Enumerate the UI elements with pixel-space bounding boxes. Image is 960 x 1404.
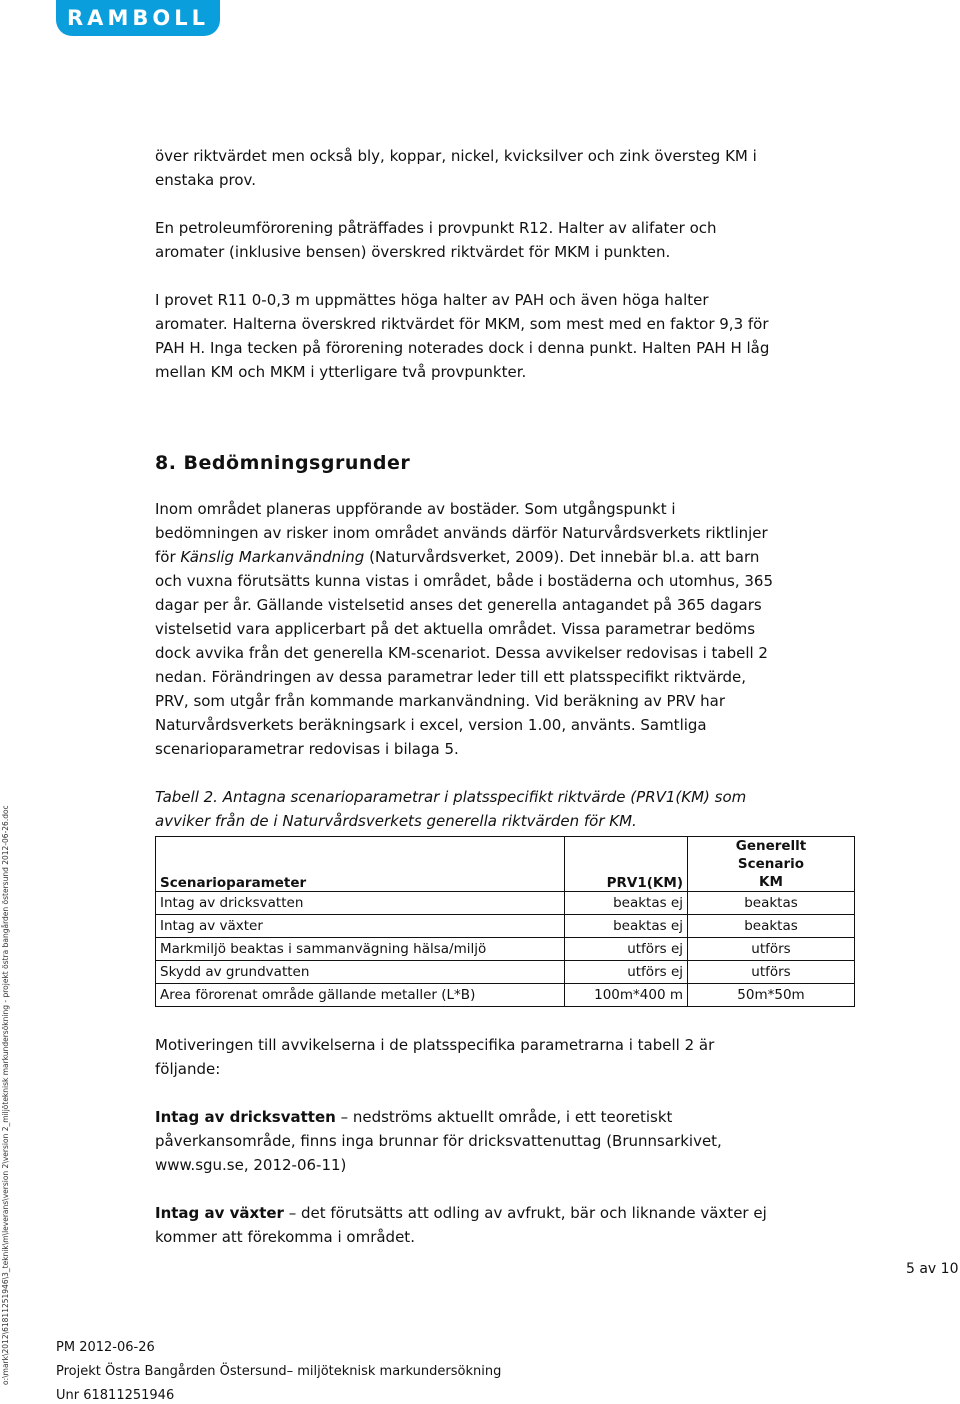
table-header-cell — [688, 837, 855, 892]
table-cell: utförs — [688, 938, 855, 961]
table-header-cell: PRV1(KM) — [565, 837, 688, 892]
paragraph-line: bedömningen av risker inom området används därför Naturvårdsverkets riktlinjer — [155, 524, 768, 542]
table-cell: beaktas ej — [565, 892, 688, 915]
table-cell: Markmiljö beaktas i sammanvägning hälsa/miljö — [156, 938, 565, 961]
paragraph-line: följande: — [155, 1060, 221, 1078]
paragraph-line: aromater. Halterna överskred riktvärdet för MKM, som mest med en faktor 9,3 för — [155, 315, 769, 333]
table-row — [156, 961, 855, 984]
header-line: KM — [759, 874, 783, 890]
table-row — [156, 915, 855, 938]
paragraph-line: vistelsetid vara applicerbart på det aktuella området. Vissa parametrar bedöms — [155, 620, 756, 638]
section-heading: 8. Bedömningsgrunder — [155, 452, 411, 474]
paragraph-line: Inom området planeras uppförande av bostäder. Som utgångspunkt i — [155, 500, 676, 518]
italic-term: Känslig Markanvändning — [180, 548, 365, 566]
table-cell: beaktas — [688, 915, 855, 938]
paragraph-line: påverkansområde, finns inga brunnar för dricksvattenuttag (Brunnsarkivet, — [155, 1132, 722, 1150]
table-cell: Area förorenat område gällande metaller (L*B) — [156, 984, 565, 1007]
text-segment: – nedströms aktuellt område, i ett teoretiskt — [335, 1108, 673, 1126]
paragraph-line: nedan. Förändringen av dessa parametrar leder till ett platsspecifikt riktvärde, — [155, 668, 747, 686]
sidebar-file-path: o:\mark\2012\61811251946\3_teknik\m\leverans\version 2\version 2_miljöteknisk markundersökning - projekt östra bangården östersund 2012-06-26.doc — [1, 805, 10, 1385]
table-cell: Skydd av grundvatten — [156, 961, 565, 984]
paragraph-line: aromater (inklusive bensen) överskred riktvärdet för MKM i punkten. — [155, 243, 671, 261]
page-number: 5 av 10 — [906, 1261, 959, 1277]
table-row — [156, 938, 855, 961]
paragraph-line: Motiveringen till avvikelserna i de platsspecifika parametrarna i tabell 2 är — [155, 1036, 715, 1054]
header-line: Scenario — [737, 856, 805, 872]
table-row — [156, 984, 855, 1007]
table-header-row — [156, 837, 855, 892]
footer-date: PM 2012-06-26 — [56, 1340, 155, 1355]
paragraph-line: PAH H. Inga tecken på förorening noterades dock i denna punkt. Halten PAH H låg — [155, 339, 770, 357]
table-header-cell: Scenarioparameter — [156, 837, 565, 892]
footer-unr: Unr 61811251946 — [56, 1388, 175, 1403]
paragraph-line: dock avvika från det generella KM-scenariot. Dessa avvikelser redovisas i tabell 2 — [155, 644, 768, 662]
header-line: Generellt — [735, 838, 807, 854]
paragraph-line: enstaka prov. — [155, 171, 257, 189]
logo-text: RAMBOLL — [67, 6, 209, 30]
paragraph-line: scenarioparametrar redovisas i bilaga 5. — [155, 740, 459, 758]
table-cell: 100m*400 m — [565, 984, 688, 1007]
paragraph-line: En petroleumförorening påträffades i provpunkt R12. Halter av alifater och — [155, 219, 717, 237]
paragraph-line: mellan KM och MKM i ytterligare två provpunkter. — [155, 363, 527, 381]
paragraph-line: PRV, som utgår från kommande markanvändning. Vid beräkning av PRV har — [155, 692, 725, 710]
bold-term: Intag av växter — [155, 1204, 284, 1222]
table-cell: utförs ej — [565, 938, 688, 961]
table-cell: utförs ej — [565, 961, 688, 984]
table-row — [156, 892, 855, 915]
scenario-table — [155, 836, 855, 1007]
paragraph-line — [155, 1201, 767, 1225]
table-cell: beaktas ej — [565, 915, 688, 938]
table-cell: utförs — [688, 961, 855, 984]
table-caption: Tabell 2. Antagna scenarioparametrar i platsspecifikt riktvärde (PRV1(KM) som — [155, 788, 747, 806]
paragraph-line — [155, 545, 759, 569]
table-cell: beaktas — [688, 892, 855, 915]
table-cell: 50m*50m — [688, 984, 855, 1007]
paragraph-line: och vuxna förutsätts kunna vistas i området, både i bostäderna och utomhus, 365 — [155, 572, 774, 590]
paragraph-line: I provet R11 0-0,3 m uppmättes höga halter av PAH och även höga halter — [155, 291, 709, 309]
paragraph-line — [155, 1105, 672, 1129]
bold-term: Intag av dricksvatten — [155, 1108, 336, 1126]
table-caption: avviker från de i Naturvårdsverkets generella riktvärden för KM. — [155, 812, 637, 830]
footer-project: Projekt Östra Bangården Östersund– miljöteknisk markundersökning — [56, 1364, 502, 1379]
text-segment: – det förutsätts att odling av avfrukt, bär och liknande växter ej — [283, 1204, 767, 1222]
text-segment: (Naturvårdsverket, 2009). Det innebär bl.a. att barn — [364, 548, 760, 566]
table-cell: Intag av växter — [156, 915, 565, 938]
paragraph-line: www.sgu.se, 2012-06-11) — [155, 1156, 347, 1174]
ramboll-logo — [56, 0, 220, 36]
paragraph-line: kommer att förekomma i området. — [155, 1228, 415, 1246]
paragraph-line: Naturvårdsverkets beräkningsark i excel, version 1.00, använts. Samtliga — [155, 716, 707, 734]
text-segment: för — [155, 548, 181, 566]
paragraph-line: dagar per år. Gällande vistelsetid anses det generella antagandet på 365 dagars — [155, 596, 762, 614]
table-cell: Intag av dricksvatten — [156, 892, 565, 915]
paragraph-line: över riktvärdet men också bly, koppar, nickel, kvicksilver och zink översteg KM i — [155, 147, 757, 165]
